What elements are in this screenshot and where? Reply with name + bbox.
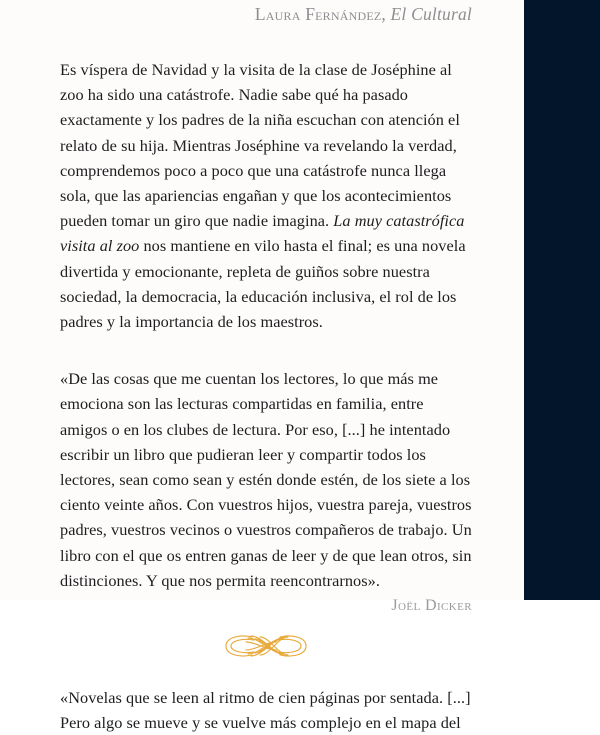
review-text-part-1: Es víspera de Navidad y la visita de la clase de Joséphine al zoo ha sido una catástrofe. Nadie sabe qué ha pasado exactamente y los padres de la niña escuchan con atención el relato de su hija. Mientras Joséphine va revelando la verdad, comprendemos poco a poco que una catástrofe nunca llega sola, que las apariencias engañan y que los acontecimientos pueden tomar un giro que nadie imagina. [60, 60, 460, 231]
author-quote-paragraph: «De las cosas que me cuentan los lectores, lo que más me emociona son las lecturas compartidas en familia, entre amigos o en los clubes de lectura. Por eso, [...] he intentado escribir un libro que pudieran leer y compartir todos los lectores, sean como sean y estén donde estén, de los siete a los ciento veinte años. Con vuestros hijos, vuestra pareja, vuestros padres, vuestros vecinos o vuestros compañeros de trabajo. Un libro con el que os entren ganas de leer y de que lean otros, sin distinciones. Y que nos permita reencontrarnos». [60, 369, 472, 590]
next-quote-paragraph: «Novelas que se leen al ritmo de cien páginas por sentada. [...] Pero algo se mueve y se vuelve más complejo en el mapa del [60, 688, 471, 733]
publication-name: El Cultural [390, 4, 472, 24]
celtic-knot-flourish-icon [218, 631, 314, 661]
critic-name: Laura Fernández [254, 4, 382, 24]
review-source-attribution [60, 0, 472, 25]
review-paragraph [60, 57, 472, 334]
book-title-mention: La muy catastrófica visita al zoo [60, 211, 465, 256]
attribution-separator: , [381, 4, 391, 24]
quote-attribution-joel-dicker: Joël Dicker [391, 597, 472, 615]
review-text-part-2: nos mantiene en vilo hasta el final; es una novela divertida y emocionante, repleta de guiños sobre nuestra sociedad, la democracia, la educación inclusiva, el rol de los padres y la importancia de los maestros. [60, 236, 466, 332]
page-edge-dark-band [524, 0, 600, 600]
ornament-container [60, 631, 472, 661]
page-text-column [60, 0, 472, 735]
